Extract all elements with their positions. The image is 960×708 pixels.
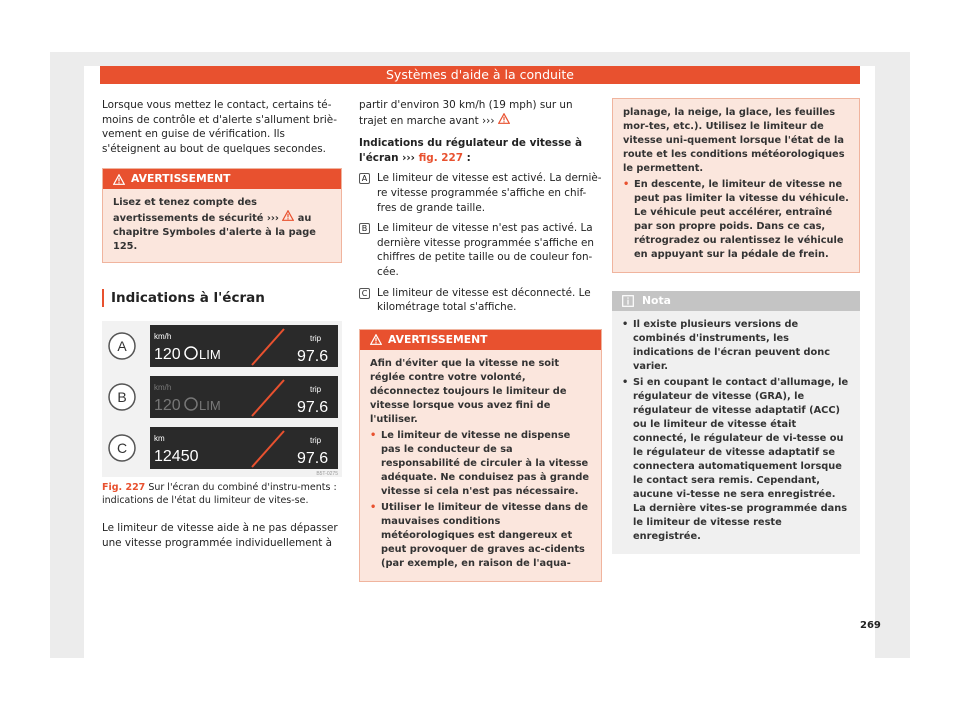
warning-box-continued (612, 98, 860, 273)
warning-continued-text: planage, la neige, la glace, les feuilles mor-tes, etc.). Utilisez le limiteur de vitesse uni-quement lorsque l'état de la route et les conditions météorologiques le permettent. (623, 107, 845, 174)
warning-icon (113, 174, 125, 185)
subheading-end: : (466, 151, 471, 164)
figure-227 (102, 321, 342, 477)
row-letter: A (117, 338, 127, 355)
list-item-text: Le limiteur de vitesse est déconnecté. Le kilométrage total s'affiche. (377, 286, 591, 314)
warning-body (103, 189, 341, 262)
badge-b: B (359, 223, 370, 234)
trip-label: trip (310, 436, 322, 446)
bullet-text: Il existe plusieurs versions de combinés d'instruments, les indications de l'écran peuvent donc varier. (633, 319, 831, 372)
warning-box-1 (102, 168, 342, 263)
note-box (612, 291, 860, 554)
row-letter: B (117, 389, 127, 406)
lim-label: LIM (199, 347, 221, 363)
bullet-text: Le limiteur de vitesse ne dispense pas le conducteur de sa responsabilité de circuler à la vitesse adéquate. Ne conduisez pas à grande vitesse si cela n'est pas nécessaire. (381, 429, 590, 497)
figure-label: Fig. 227 (102, 482, 146, 494)
section-title: Indications à l'écran (102, 289, 342, 307)
unit-label: km (154, 434, 165, 444)
note-title: Nota (642, 294, 671, 307)
lim-label: LIM (199, 398, 221, 414)
warning-bullet: • Utiliser le limiteur de vitesse dans de mauvaises conditions météorologiques est dangereux et peut provoquer de graves ac-cidents (par exemple, en raison de l'aqua- (370, 501, 591, 571)
trip-label: trip (310, 334, 322, 344)
warning-body (360, 350, 601, 581)
display-row-b (109, 376, 338, 418)
warning-bullet: • Le limiteur de vitesse ne dispense pas le conducteur de sa responsabilité de circuler à la vitesse adéquate. Ne conduisez pas à grande vitesse si cela n'est pas nécessaire. (370, 429, 590, 497)
list-item-text: Le limiteur de vitesse est activé. La derniè-re vitesse programmée s'affiche en chif-fres de grande taille. (377, 172, 602, 214)
figure-caption (102, 482, 342, 507)
trip-value: 97.6 (297, 348, 329, 366)
list-item-text: Le limiteur de vitesse n'est pas activé. La dernière vitesse programmée s'affiche en chiffres de petite taille ou de couleur fon-cée. (377, 222, 594, 278)
speed-value: 120 (154, 397, 181, 415)
warning-text-b: au chapitre Symboles d'alerte à la page 125. (113, 213, 316, 253)
unit-label: km/h (154, 332, 172, 342)
warning-title: AVERTISSEMENT (131, 172, 231, 186)
column-2 (359, 98, 602, 592)
note-header (612, 291, 860, 311)
paragraph-text: partir d'environ 30 km/h (19 mph) sur un trajet en marche avant ››› (359, 99, 573, 127)
warning-title: AVERTISSEMENT (388, 332, 488, 346)
unit-label: km/h (154, 383, 172, 393)
list-item (359, 221, 602, 279)
figure-code: B5T-0275 (316, 471, 338, 478)
warning-icon (282, 210, 294, 221)
info-icon (622, 295, 634, 307)
bullet-text: Utiliser le limiteur de vitesse dans de mauvaises conditions météorologiques est dangereux et peut provoquer de graves ac-cidents (par exemple, en raison de l'aqua- (381, 501, 589, 569)
figure-caption-text: Sur l'écran du combiné d'instru-ments : indications de l'état du limiteur de vites-se. (102, 482, 337, 506)
subheading (359, 136, 602, 165)
page-number: 269 (860, 620, 881, 631)
trip-value: 97.6 (297, 450, 329, 468)
intro-paragraph: Lorsque vous mettez le contact, certains té-moins de contrôle et d'alerte s'allument briè-vement en guise de vérification. Ils s'éteignent au bout de quelques secondes. (102, 99, 337, 155)
row-letter: C (116, 440, 128, 457)
list-item (359, 171, 602, 215)
instrument-display-illustration (102, 321, 342, 477)
note-bullet: • Si en coupant le contact d'allumage, le régulateur de vitesse (GRA), le régulateur de vitesse adaptatif (ACC) ou le limiteur de vitesse était connecté, le régulateur de vi-tesse ou le régulateur de vitesse adaptatif se connectera automatiquement lorsque le contact sera remis. Cependant, aucune vi-tesse ne sera enregistrée. La dernière vites-se programmée dans le limiteur de vitesse reste enregistrée. (622, 377, 849, 542)
note-body (612, 311, 860, 554)
trip-value: 97.6 (297, 399, 329, 417)
display-row-a (109, 325, 338, 367)
speed-value: 120 (154, 346, 181, 364)
badge-a: A (359, 173, 370, 184)
column-3 (612, 98, 860, 554)
note-bullet: • Il existe plusieurs versions de combinés d'instruments, les indications de l'écran peuvent donc varier. (622, 318, 850, 374)
badge-c: C (359, 288, 370, 299)
warning-header (360, 330, 601, 350)
display-row-c (109, 427, 338, 469)
odometer-value: 12450 (154, 448, 199, 466)
warning-bullet: • En descente, le limiteur de vitesse ne peut pas limiter la vitesse du véhicule. Le véhicule peut accélérer, entraîné par son propre poids. Dans ce cas, rétrogradez ou ralentissez le véhicule en appuyant sur la pédale de frein. (623, 179, 849, 260)
warning-header (103, 169, 341, 189)
bullet-text: Si en coupant le contact d'allumage, le régulateur de vitesse (GRA), le régulateur de vitesse adaptatif (ACC) ou le limiteur de vitesse était connecté, le régulateur de vi-tesse ou le régulateur de vitesse adaptatif se connectera automatiquement lorsque le contact sera remis. Cependant, aucune vi-tesse ne sera enregistrée. La dernière vites-se programmée dans le limiteur de vitesse reste enregistrée. (633, 377, 849, 542)
warning-intro: Afin d'éviter que la vitesse ne soit réglée contre votre volonté, déconnectez toujours le limiteur de vitesse lorsque vous avez fini de l'utiliser. (370, 357, 567, 425)
bullet-text: En descente, le limiteur de vitesse ne peut pas limiter la vitesse du véhicule. Le véhicule peut accélérer, entraîné par son propre poids. Dans ce cas, rétrogradez ou ralentissez le véhicule en appuyant sur la pédale de frein. (634, 179, 849, 260)
list-item (359, 286, 602, 315)
warning-box-2 (359, 329, 602, 582)
trip-label: trip (310, 385, 322, 395)
paragraph (359, 98, 602, 128)
subheading-text: Indications du régulateur de vitesse à l'écran ››› (359, 137, 582, 164)
warning-icon (370, 334, 382, 345)
column-1 (102, 98, 342, 559)
warning-icon (498, 113, 510, 124)
page-header: Systèmes d'aide à la conduite (100, 66, 860, 84)
figure-reference-link[interactable]: fig. 227 (418, 151, 463, 164)
warning-text-a: Lisez et tenez compte des avertissements de sécurité ››› (113, 197, 279, 225)
paragraph: Le limiteur de vitesse aide à ne pas dépasser une vitesse programmée individuellement à (102, 522, 338, 549)
